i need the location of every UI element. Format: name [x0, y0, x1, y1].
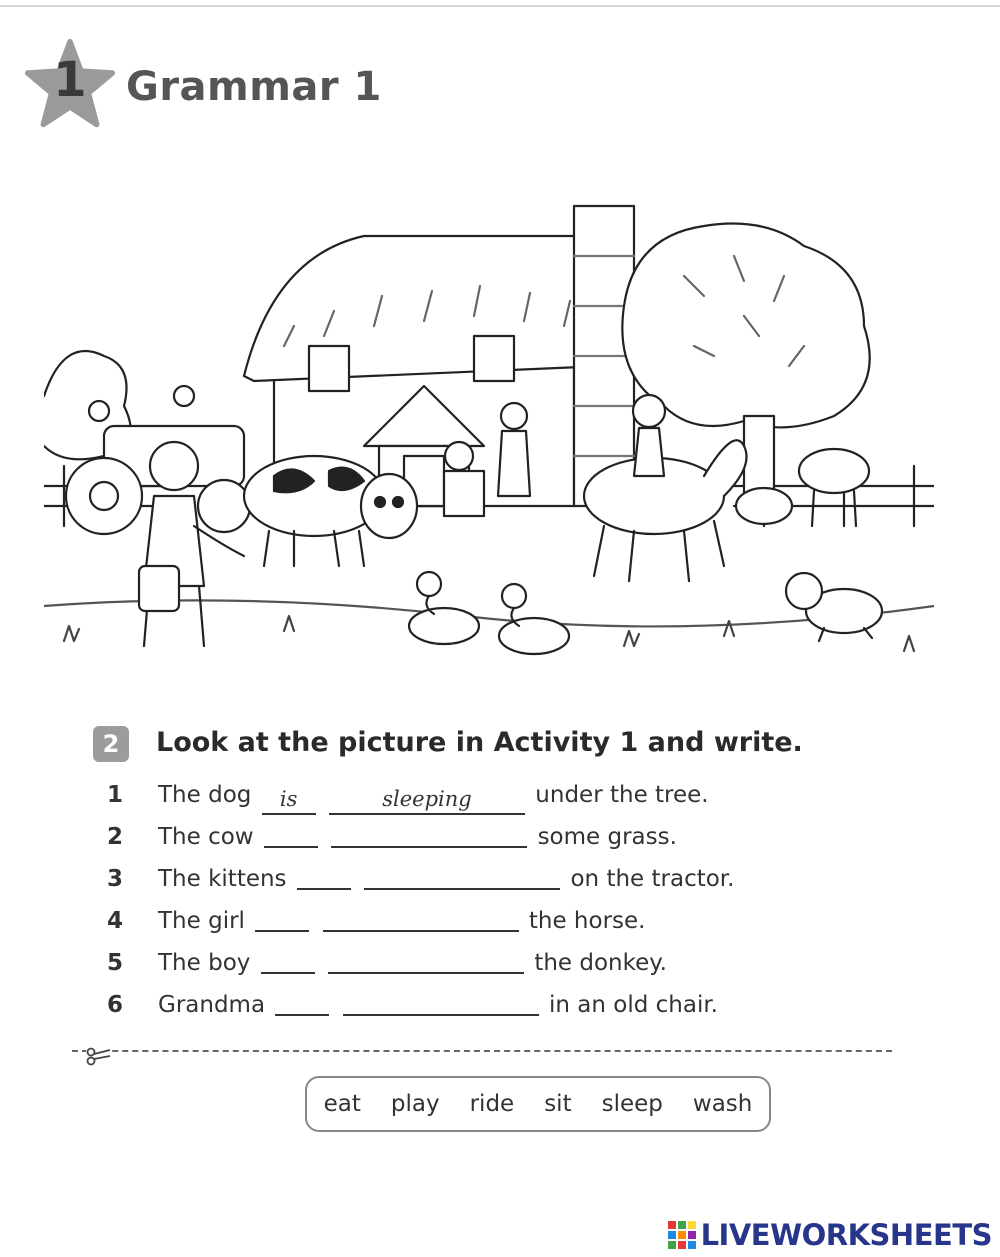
item-subject: Grandma — [158, 992, 266, 1018]
word-bank-word[interactable]: sit — [544, 1091, 572, 1117]
item-subject: The boy — [158, 950, 251, 976]
page-title: Grammar 1 — [126, 64, 382, 110]
word-bank-word[interactable]: play — [390, 1091, 440, 1117]
aux-answer-blank[interactable] — [297, 864, 351, 890]
item-subject: The cow — [158, 824, 254, 850]
exercise-item — [100, 817, 860, 859]
item-rest: the donkey. — [534, 950, 667, 976]
item-rest: the horse. — [528, 908, 646, 934]
top-rule — [0, 5, 1000, 7]
aux-answer-blank[interactable] — [255, 906, 309, 932]
verb-answer-blank[interactable] — [328, 948, 524, 974]
verb-answer-blank[interactable]: sleeping — [329, 789, 525, 815]
word-bank-word[interactable]: eat — [323, 1091, 361, 1117]
item-number: 1 — [107, 782, 124, 808]
logo-blocks-icon — [667, 1220, 697, 1250]
aux-answer-blank[interactable] — [275, 990, 329, 1016]
verb-answer-blank[interactable] — [323, 906, 519, 932]
unit-number: 1 — [53, 52, 87, 108]
word-bank-word[interactable]: sleep — [601, 1091, 663, 1117]
aux-answer-blank[interactable] — [261, 948, 315, 974]
item-number: 3 — [107, 866, 124, 892]
farm-scene-illustration — [44, 196, 934, 668]
item-subject: The dog — [158, 782, 252, 808]
aux-answer-blank[interactable] — [264, 822, 318, 848]
item-subject: The girl — [158, 908, 245, 934]
item-number: 4 — [107, 908, 124, 934]
activity-instruction: Look at the picture in Activity 1 and write. — [156, 727, 803, 758]
word-bank-word[interactable]: ride — [469, 1091, 515, 1117]
exercise-item — [100, 859, 860, 901]
exercise-item — [100, 775, 860, 817]
exercise-list — [100, 775, 860, 1027]
liveworksheets-logo[interactable] — [667, 1218, 992, 1252]
word-bank-word[interactable]: wash — [692, 1091, 753, 1117]
item-rest: on the tractor. — [570, 866, 735, 892]
exercise-item — [100, 943, 860, 985]
activity-number-badge: 2 — [93, 726, 129, 762]
verb-answer-blank[interactable] — [343, 990, 539, 1016]
exercise-item — [100, 901, 860, 943]
exercise-item — [100, 985, 860, 1027]
item-rest: under the tree. — [535, 782, 709, 808]
item-number: 6 — [107, 992, 124, 1018]
item-rest: in an old chair. — [549, 992, 718, 1018]
item-number: 2 — [107, 824, 124, 850]
item-rest: some grass. — [537, 824, 677, 850]
item-subject: The kittens — [158, 866, 287, 892]
logo-text: LIVEWORKSHEETS — [700, 1218, 992, 1252]
scissors-icon — [86, 1046, 112, 1066]
verb-answer-blank[interactable] — [364, 864, 560, 890]
item-number: 5 — [107, 950, 124, 976]
aux-answer-blank[interactable]: is — [262, 789, 316, 815]
verb-answer-blank[interactable] — [331, 822, 527, 848]
cut-line — [72, 1050, 892, 1052]
word-bank — [305, 1076, 771, 1132]
